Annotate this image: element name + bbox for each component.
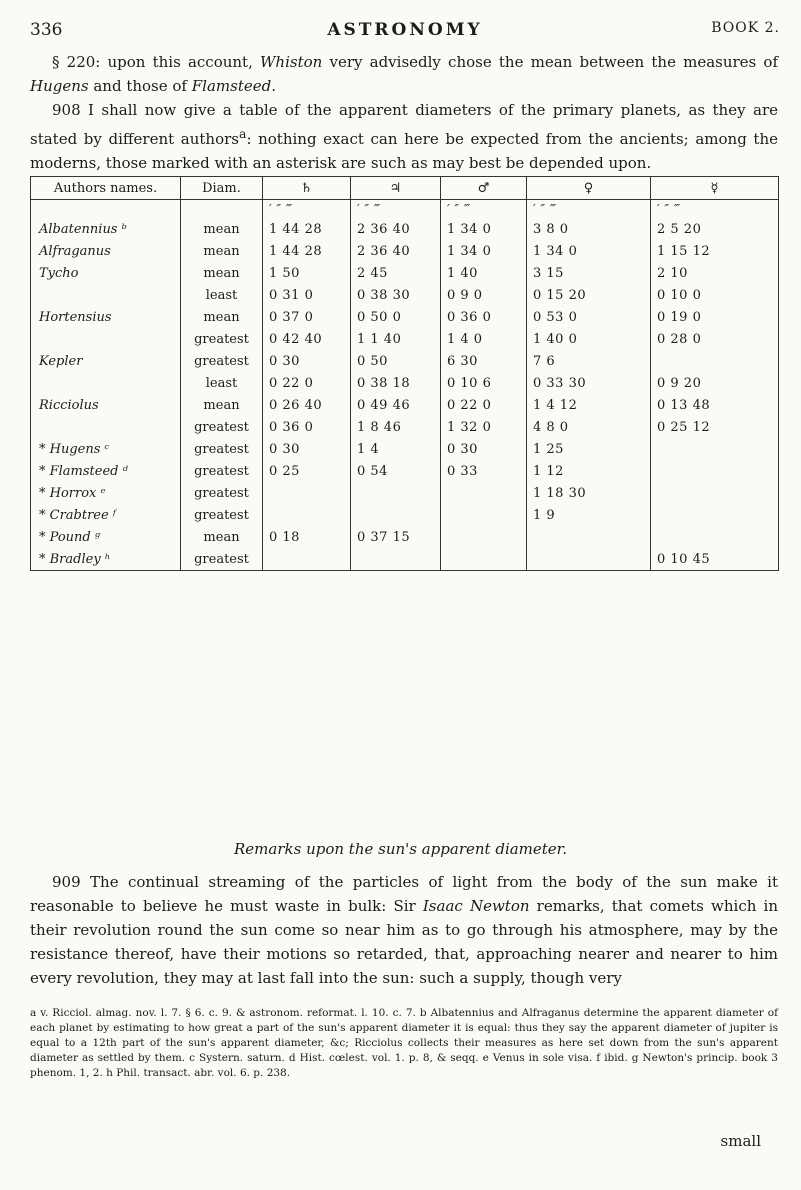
table-cell-jupiter [351,504,441,526]
table-cell-mercury [651,460,779,482]
table-cell-diam: mean [181,526,263,548]
table-cell-author: * Crabtree ᶠ [31,504,181,526]
table-row [31,482,779,504]
footnotes: a v. Ricciol. almag. nov. l. 7. § 6. c. 9. & astronom. reformat. l. 10. c. 7. b Albatennius and Alfraganus determine the apparent diameter of each planet by estimating to how great a part of the sun's apparent diameter it is equal: thus they say the apparent diameter of jupiter is equal to a 12th part of the sun's apparent diameter, &c; Ricciolus collects their measures as here set down from the sun's apparent diameter as settled by them. c Systern. saturn. d Hist. cœlest. vol. 1. p. 8, & seqq. e Venus in sole visa. f ibid. g Newton's princip. book 3 phenom. 1, 2. h Phil. transact. abr. vol. 6. p. 238. [30,1007,778,1079]
col-mars: ♂ [441,177,527,200]
table-cell-venus: 0 15 20 [527,284,651,306]
table-cell-diam: least [181,284,263,306]
table-row [31,284,779,306]
running-title: ASTRONOMY [327,20,483,40]
table-cell-diam: mean [181,262,263,284]
table-cell-author: * Flamsteed ᵈ [31,460,181,482]
table-cell-mars [441,548,527,571]
table-row [31,240,779,262]
paragraph-908: 908 I shall now give a table of the apparent diameters of the primary planets, as they are stated by different authors$^a$: nothing exact can here be expected from the ancients; among the moderns, those marked with an asterisk are such as may best be depended upon. [30,101,778,172]
table-cell-diam: greatest [181,438,263,460]
table-cell-mars [441,526,527,548]
table-cell-mercury: 1 15 12 [651,240,779,262]
table-cell-diam: greatest [181,328,263,350]
table-cell-mars: 0 36 0 [441,306,527,328]
table-cell-venus: 1 9 [527,504,651,526]
table-cell-diam: greatest [181,350,263,372]
table-cell-mercury [651,482,779,504]
table-cell-venus [527,526,651,548]
table-row [31,548,779,571]
table-row [31,262,779,284]
table-cell-saturn: 0 36 0 [263,416,351,438]
table-cell-author [31,328,181,350]
table-cell-saturn: 0 30 [263,350,351,372]
table-cell-jupiter [351,548,441,571]
table-cell-venus: 0 53 0 [527,306,651,328]
table-cell-venus: 7 6 [527,350,651,372]
table-row [31,460,779,482]
table-row [31,372,779,394]
table-header-row [31,177,779,200]
table-cell-jupiter: 0 38 18 [351,372,441,394]
table-cell-mars: 0 30 [441,438,527,460]
table-row [31,328,779,350]
table-cell-saturn: 1 44 28 [263,218,351,240]
diameters-table [30,176,779,571]
table-row [31,350,779,372]
table-cell-jupiter: 2 36 40 [351,218,441,240]
table-cell-author: Hortensius [31,306,181,328]
table-cell-mercury: 0 13 48 [651,394,779,416]
table-cell-venus: 1 34 0 [527,240,651,262]
table-cell-diam: mean [181,306,263,328]
table-cell-author: * Pound ᵍ [31,526,181,548]
table-cell-diam: mean [181,218,263,240]
table-row [31,218,779,240]
table-cell-mars: 1 32 0 [441,416,527,438]
table-cell-jupiter: 0 37 15 [351,526,441,548]
table-cell-author: Ricciolus [31,394,181,416]
col-saturn: ♄ [263,177,351,200]
paragraph-909: 909 The continual streaming of the particles of light from the body of the sun make it reasonable to believe he must waste in bulk: Sir Isaac Newton remarks, that comets which in their revolution round the sun come so near him as to go through his atmosphere, may by the resistance thereof, have their motions so retarded, that, approaching nearer and nearer to him every revolution, they may at last fall into the sun: such a supply, though very [30,873,779,987]
table-cell-saturn: 0 37 0 [263,306,351,328]
table-cell-author: Kepler [31,350,181,372]
table-cell-mars: 0 10 6 [441,372,527,394]
table-cell-saturn [263,482,351,504]
table-cell-saturn: 0 25 [263,460,351,482]
table-cell-venus: 1 25 [527,438,651,460]
table-cell-author: * Bradley ʰ [31,548,181,571]
table-cell-diam: greatest [181,416,263,438]
running-header [30,20,780,44]
table-cell-mars: 0 9 0 [441,284,527,306]
col-jupiter: ♃ [351,177,441,200]
table-cell-diam: greatest [181,460,263,482]
table-cell-venus: 1 12 [527,460,651,482]
table-cell-jupiter: 1 8 46 [351,416,441,438]
table-cell-author [31,416,181,438]
catchword: small [720,1132,761,1150]
table-row [31,394,779,416]
table-cell-jupiter [351,482,441,504]
table-cell-author: Tycho [31,262,181,284]
table-cell-jupiter: 2 36 40 [351,240,441,262]
table-cell-saturn: 0 30 [263,438,351,460]
table-cell-venus: 4 8 0 [527,416,651,438]
book-label: BOOK 2. [711,20,780,36]
table-cell-diam: greatest [181,504,263,526]
units-row: ′ ″ ‴ ′ ″ ‴ ′ ″ ‴ ′ ″ ‴ ′ ″ ‴ [31,200,779,219]
table-cell-mercury: 0 19 0 [651,306,779,328]
table-row [31,306,779,328]
table-cell-saturn: 1 44 28 [263,240,351,262]
table-cell-mercury: 2 5 20 [651,218,779,240]
table-cell-mars: 0 22 0 [441,394,527,416]
col-diam: Diam. [181,177,263,200]
table-cell-venus: 3 15 [527,262,651,284]
table-row [31,416,779,438]
table-cell-venus: 1 40 0 [527,328,651,350]
table-cell-mars: 6 30 [441,350,527,372]
table-cell-saturn: 0 26 40 [263,394,351,416]
table-cell-author: * Horrox ᵉ [31,482,181,504]
table-cell-mercury: 0 10 0 [651,284,779,306]
table-cell-mercury [651,526,779,548]
table-cell-diam: greatest [181,548,263,571]
table-cell-mars [441,504,527,526]
table-cell-mercury: 0 25 12 [651,416,779,438]
table-cell-saturn [263,548,351,571]
table-cell-venus: 0 33 30 [527,372,651,394]
table-cell-diam: least [181,372,263,394]
table-cell-saturn: 0 31 0 [263,284,351,306]
table-cell-author [31,284,181,306]
section-heading-remarks: Remarks upon the sun's apparent diameter. [234,840,567,858]
col-authors: Authors names. [31,177,181,200]
table-row [31,438,779,460]
col-venus: ♀ [527,177,651,200]
table-cell-jupiter: 1 4 [351,438,441,460]
table-cell-mercury: 0 28 0 [651,328,779,350]
table-cell-mars: 1 4 0 [441,328,527,350]
table-row [31,504,779,526]
table-cell-mars: 1 34 0 [441,240,527,262]
table-cell-venus [527,548,651,571]
table-cell-author: Alfraganus [31,240,181,262]
table-cell-diam: mean [181,394,263,416]
table-cell-diam: mean [181,240,263,262]
table-cell-mars [441,482,527,504]
table-cell-jupiter: 0 38 30 [351,284,441,306]
table-cell-jupiter: 0 50 0 [351,306,441,328]
table-cell-jupiter: 1 1 40 [351,328,441,350]
table-cell-author: Albatennius ᵇ [31,218,181,240]
table-cell-jupiter: 0 50 [351,350,441,372]
table-cell-mercury [651,504,779,526]
table-cell-author [31,372,181,394]
table-cell-diam: greatest [181,482,263,504]
table-body [31,200,779,571]
table-cell-author: * Hugens ᶜ [31,438,181,460]
paragraph-220: § 220: upon this account, Whiston very advisedly chose the mean between the measures of Hugens and those of Flamsteed. [30,53,778,95]
table-cell-saturn: 0 42 40 [263,328,351,350]
table-cell-mars: 1 34 0 [441,218,527,240]
page-number: 336 [30,20,63,40]
table-cell-venus: 1 18 30 [527,482,651,504]
table-row [31,526,779,548]
table-cell-mars: 1 40 [441,262,527,284]
table-cell-mercury [651,350,779,372]
table-cell-mercury [651,438,779,460]
table-cell-venus: 1 4 12 [527,394,651,416]
table-cell-mercury: 0 10 45 [651,548,779,571]
col-mercury: ☿ [651,177,779,200]
table-cell-mercury: 2 10 [651,262,779,284]
table-cell-mercury: 0 9 20 [651,372,779,394]
table-cell-mars: 0 33 [441,460,527,482]
table-cell-jupiter: 0 54 [351,460,441,482]
table-cell-saturn: 0 22 0 [263,372,351,394]
table-cell-venus: 3 8 0 [527,218,651,240]
table-cell-jupiter: 0 49 46 [351,394,441,416]
table-cell-jupiter: 2 45 [351,262,441,284]
table-cell-saturn [263,504,351,526]
table-cell-saturn: 0 18 [263,526,351,548]
table-cell-saturn: 1 50 [263,262,351,284]
